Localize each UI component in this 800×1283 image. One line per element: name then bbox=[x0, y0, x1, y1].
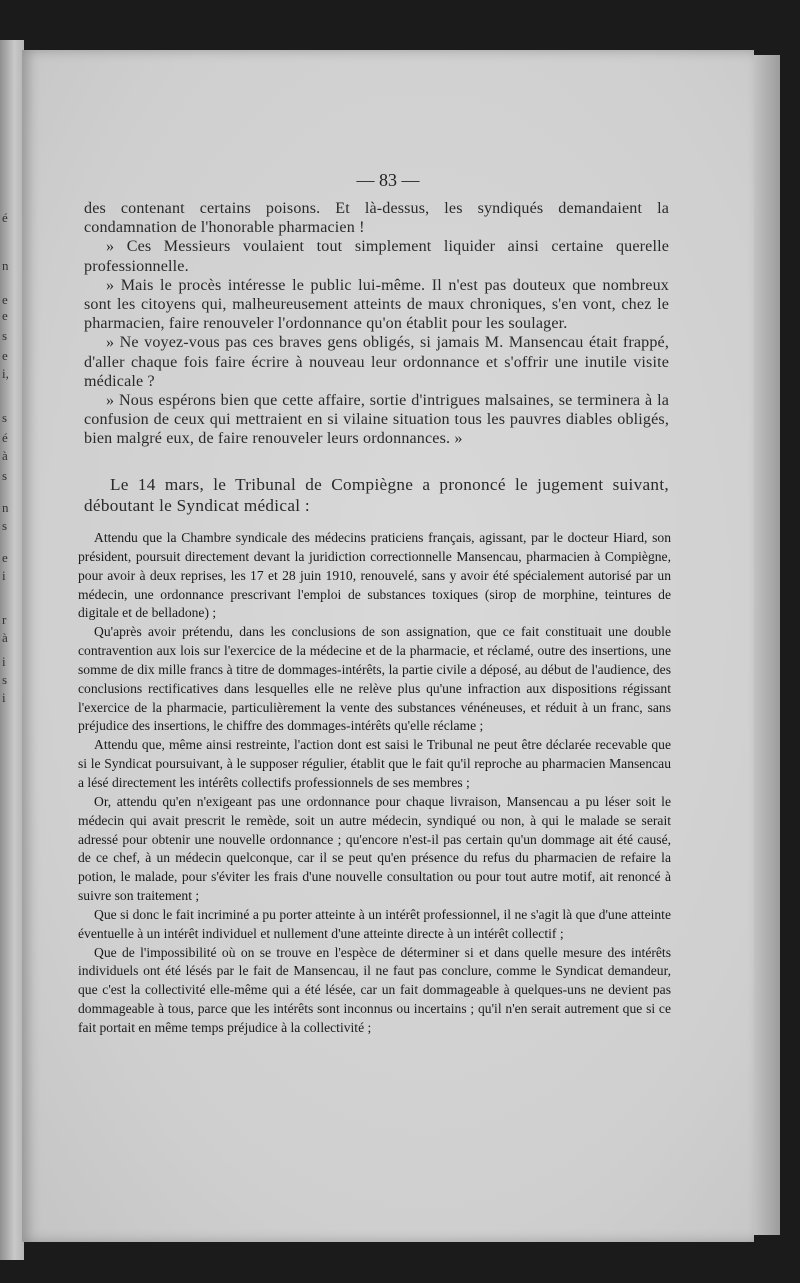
previous-page-text-fragment: s bbox=[2, 410, 8, 425]
judgment-paragraph: Qu'après avoir prétendu, dans les conclusions de son assignation, que ce fait constituait une double contravention aux lois sur l'exercice de la médecine et de la pharmacie, et réclamé, outre des insertions, une somme de dix mille francs à titre de dommages-intérêts, la partie civile a déposé, au début de l'audience, des conclusions rectificatives dans lesquelles elle ne relève plus qu'une infraction aux dispositions régissant l'exercice de la pharmacie, particulièrement la vente des substances vénéneuses, et réduit à un franc, sans préjudice des insertions, le chiffre des dommages-intérêts qu'elle réclame ; bbox=[78, 624, 671, 734]
previous-page-text-fragment: n bbox=[2, 500, 9, 515]
quote-paragraph: » Ne voyez-vous pas ces braves gens obligés, si jamais M. Mansencau était frappé, d'aller chaque fois faire écrire à nouveau leur ordonnance et s'offrir une inutile visite médicale ? bbox=[84, 334, 669, 390]
judgment-intro: Le 14 mars, le Tribunal de Compiègne a prononcé le jugement suivant, déboutant le Syndicat médical : bbox=[84, 475, 669, 515]
previous-page-text-fragment: e bbox=[2, 308, 8, 323]
previous-page-text-fragment: s bbox=[2, 468, 8, 483]
judgment-paragraph: Que si donc le fait incriminé a pu porter atteinte à un intérêt professionnel, il ne s'agit là que d'une atteinte éventuelle à un intérêt individuel et nullement d'une atteinte directe à un intérêt collectif ; bbox=[78, 906, 671, 941]
previous-page-text-fragment: r bbox=[2, 612, 7, 627]
previous-page-text-fragment: n bbox=[2, 258, 9, 273]
previous-page-text-fragment: s bbox=[2, 518, 8, 533]
quote-paragraph: » Ces Messieurs voulaient tout simplement liquider ainsi certaine querelle professionnelle. bbox=[84, 238, 669, 275]
judgment-text bbox=[78, 529, 671, 1038]
newspaper-quote bbox=[84, 199, 669, 449]
previous-page-text-fragment: e bbox=[2, 550, 8, 565]
previous-page-text-fragment: i, bbox=[2, 366, 9, 381]
previous-page-text-fragment: à bbox=[2, 630, 8, 645]
previous-page-edge bbox=[0, 40, 24, 1260]
quote-paragraph: » Nous espérons bien que cette affaire, sortie d'intrigues malsaines, se terminera à la confusion de ceux qui mettraient en si vilaine situation tous les pauvres diables obligés, bien malgré eux, de faire renouveler leurs ordonnances. » bbox=[84, 392, 669, 448]
quote-paragraph: des contenant certains poisons. Et là-dessus, les syndiqués demandaient la condamnation de l'honorable pharmacien ! bbox=[84, 200, 669, 237]
previous-page-text-fragment: e bbox=[2, 348, 8, 363]
previous-page-text-fragment: i bbox=[2, 690, 6, 705]
judgment-paragraph: Attendu que la Chambre syndicale des médecins praticiens français, agissant, par le docteur Hiard, son président, poursuit directement devant la juridiction correctionnelle Mansencau, pharmacien à Compiègne, pour avoir à deux reprises, les 17 et 28 juin 1910, renouvelé, sans y avoir été spécialement autorisé par un médecin, une ordonnance prescrivant l'emploi de substances toxiques (sirop de morphine, teintures de digitale et de belladone) ; bbox=[78, 530, 671, 621]
page-number: — 83 — bbox=[356, 170, 420, 190]
book-page bbox=[22, 50, 754, 1242]
previous-page-text-fragment: i bbox=[2, 654, 6, 669]
judgment-paragraph: Que de l'impossibilité où on se trouve en l'espèce de déterminer si et dans quelle mesure des intérêts individuels ont été lésés par le fait de Mansencau, il ne faut pas conclure, comme le Syndicat demandeur, que c'est la collectivité elle-même qui a été lésée, car un fait dommageable à quelques-uns ne devient pas dommageable à tous, parce que les intérêts sont inconnus ou incertains ; qu'il n'en serait autrement que si ce fait portait en même temps préjudice à la collectivité ; bbox=[78, 944, 671, 1035]
previous-page-text-fragment: e bbox=[2, 292, 8, 307]
previous-page-text-fragment: s bbox=[2, 672, 8, 687]
judgment-paragraph: Or, attendu qu'en n'exigeant pas une ordonnance pour chaque livraison, Mansencau a pu léser soit le médecin qui avait prescrit le remède, soit un autre médecin, syndiqué ou non, à qui le malade se serait adressé pour obtenir une nouvelle ordonnance ; qu'encore n'est-il pas certain qu'un dommage ait été causé, de ce chef, à un médecin quelconque, car il se peut qu'en présence du refus du pharmacien de refaire la potion, le malade, pour s'éviter les frais d'une nouvelle consultation ou pour tout autre motif, ait renoncé à suivre son traitement ; bbox=[78, 793, 671, 904]
judgment-paragraph: Attendu que, même ainsi restreinte, l'action dont est saisi le Tribunal ne peut être déclarée recevable que si le Syndicat poursuivant, à le supposer régulier, établit que le fait qu'il reproche au pharmacien Mansencau a lésé directement les intérêts collectifs professionnels de ses membres ; bbox=[78, 737, 671, 790]
previous-page-text-fragment: é bbox=[2, 210, 8, 225]
previous-page-text-fragment: i bbox=[2, 568, 6, 583]
page-stack-edge bbox=[754, 55, 780, 1235]
previous-page-text-fragment: s bbox=[2, 328, 8, 343]
quote-paragraph: » Mais le procès intéresse le public lui-même. Il n'est pas douteux que nombreux sont les citoyens qui, malheureusement atteints de maux chroniques, s'en vont, chez le pharmacien, faire renouveler l'ordonnance qu'on établit pour les soulager. bbox=[84, 276, 669, 333]
previous-page-text-fragment: é bbox=[2, 430, 8, 445]
previous-page-text-fragment: à bbox=[2, 448, 8, 463]
